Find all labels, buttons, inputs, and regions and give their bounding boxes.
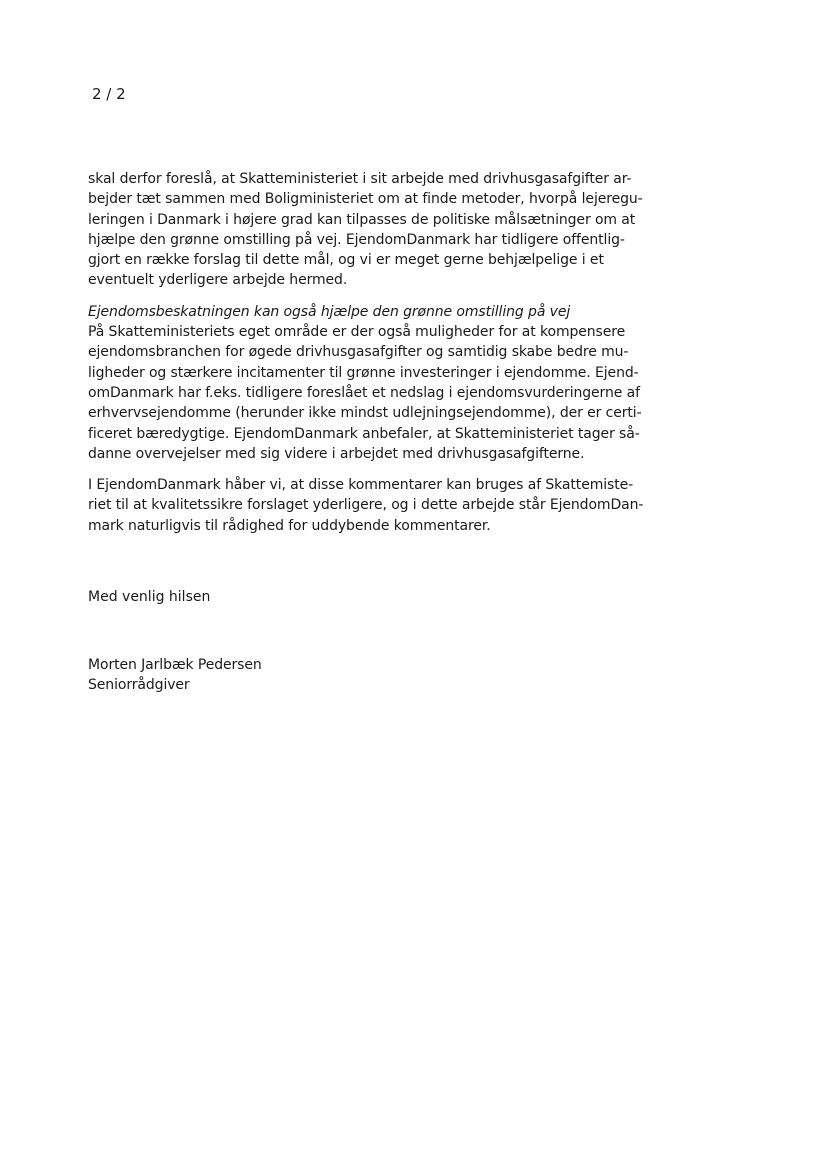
text-line: omDanmark har f.eks. tidligere foreslået et nedslag i ejendomsvurderingerne af [88,384,640,401]
text-line: danne overvejelser med sig videre i arbejdet med drivhusgasafgifterne. [88,445,585,462]
text-line: På Skatteministeriets eget område er der også muligheder for at kompensere [88,324,626,341]
section-heading: Ejendomsbeskatningen kan også hjælpe den grønne omstilling på vej [88,303,571,320]
text-line: gjort en række forslag til dette mål, og vi er meget gerne behjælpelige i et [88,252,604,269]
signature-title: Seniorrådgiver [88,677,190,693]
text-line: mark naturligvis til rådighed for uddybende kommentarer. [88,517,491,534]
page-number: 2 / 2 [92,85,126,103]
text-line: ficeret bæredygtige. EjendomDanmark anbefaler, at Skatteministeriet tager så- [88,425,640,442]
text-line: bejder tæt sammen med Boligministeriet om at finde metoder, hvorpå lejeregu- [88,191,643,208]
paragraph-lejeregulering [88,169,678,291]
text-line: eventuelt yderligere arbejde hermed. [88,272,348,289]
text-line: ejendomsbranchen for øgede drivhusgasafgifter og samtidig skabe bedre mu- [88,344,629,361]
text-line: hjælpe den grønne omstilling på vej. EjendomDanmark har tidligere offentlig- [88,231,625,248]
text-line: I EjendomDanmark håber vi, at disse kommentarer kan bruges af Skattemiste- [88,477,634,494]
signature-name: Morten Jarlbæk Pedersen [88,657,262,673]
paragraph-ejendomsbeskatning [88,302,678,464]
text-line: leringen i Danmark i højere grad kan tilpasses de politiske målsætninger om at [88,211,636,228]
signature-block [88,655,262,695]
letter-body [88,169,678,547]
paragraph-afslutning [88,475,678,536]
text-line: skal derfor foreslå, at Skatteministeriet i sit arbejde med drivhusgasafgifter ar- [88,171,632,187]
text-line: erhvervsejendomme (herunder ikke mindst udlejningsejendomme), der er certi- [88,405,642,422]
closing-greeting: Med venlig hilsen [88,589,211,605]
text-line: ligheder og stærkere incitamenter til grønne investeringer i ejendomme. Ejend- [88,364,639,381]
text-line: riet til at kvalitetssikre forslaget yderligere, og i dette arbejde står EjendomDan- [88,497,644,514]
